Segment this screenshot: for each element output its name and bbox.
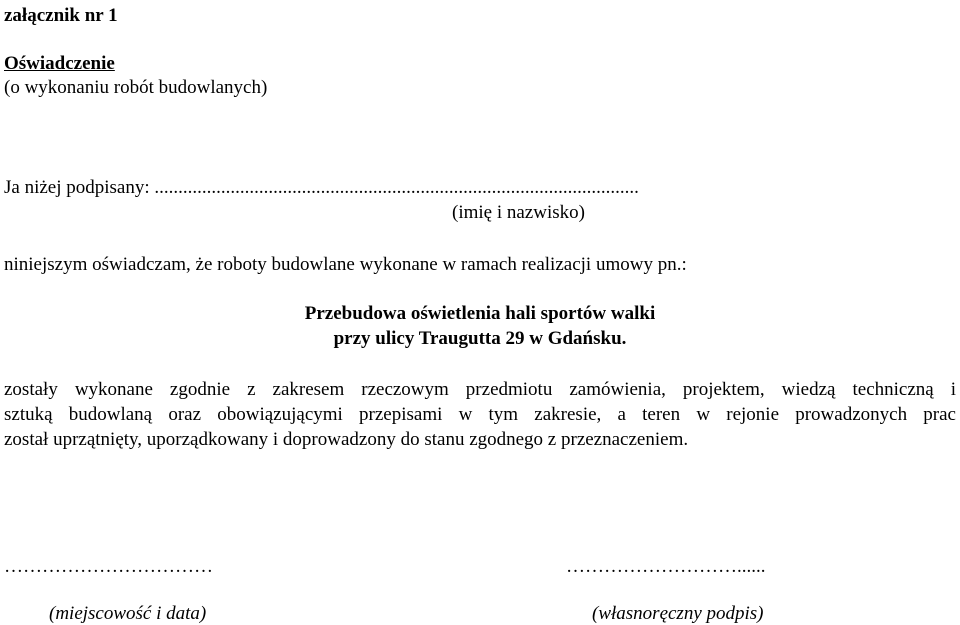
statement-body-line-3: został uprzątnięty, uporządkowany i doprowadzony do stanu zgodnego z przeznaczeniem. — [4, 429, 689, 450]
annex-label: załącznik nr 1 — [4, 5, 118, 26]
signatory-name-blank: ...................................................................................................... — [154, 177, 639, 198]
signatory-caption: (imię i nazwisko) — [452, 202, 585, 223]
signature-caption: (własnoręczny podpis) — [592, 603, 764, 624]
document-subtitle: (o wykonaniu robót budowlanych) — [4, 77, 268, 98]
signature-blank: ………………………...... — [566, 556, 766, 577]
statement-body-line-1: zostały wykonane zgodnie z zakresem rzeczowym przedmiotu zamówienia, projektem, wiedzą techniczną i — [4, 379, 956, 400]
signatory-label: Ja niżej podpisany: — [4, 177, 150, 198]
project-name-line-1: Przebudowa oświetlenia hali sportów walki — [304, 303, 656, 324]
place-date-caption: (miejscowość i data) — [49, 603, 207, 624]
statement-intro: niniejszym oświadczam, że roboty budowlane wykonane w ramach realizacji umowy pn.: — [4, 254, 687, 275]
document-title: Oświadczenie — [4, 53, 115, 74]
place-date-blank: …………………………… — [4, 556, 213, 577]
signatory-line — [4, 178, 639, 197]
project-name-line-2: przy ulicy Traugutta 29 w Gdańsku. — [333, 328, 627, 349]
statement-body-line-2: sztuką budowlaną oraz obowiązującymi przepisami w tym zakresie, a teren w rejonie prowadzonych prac — [4, 404, 956, 425]
